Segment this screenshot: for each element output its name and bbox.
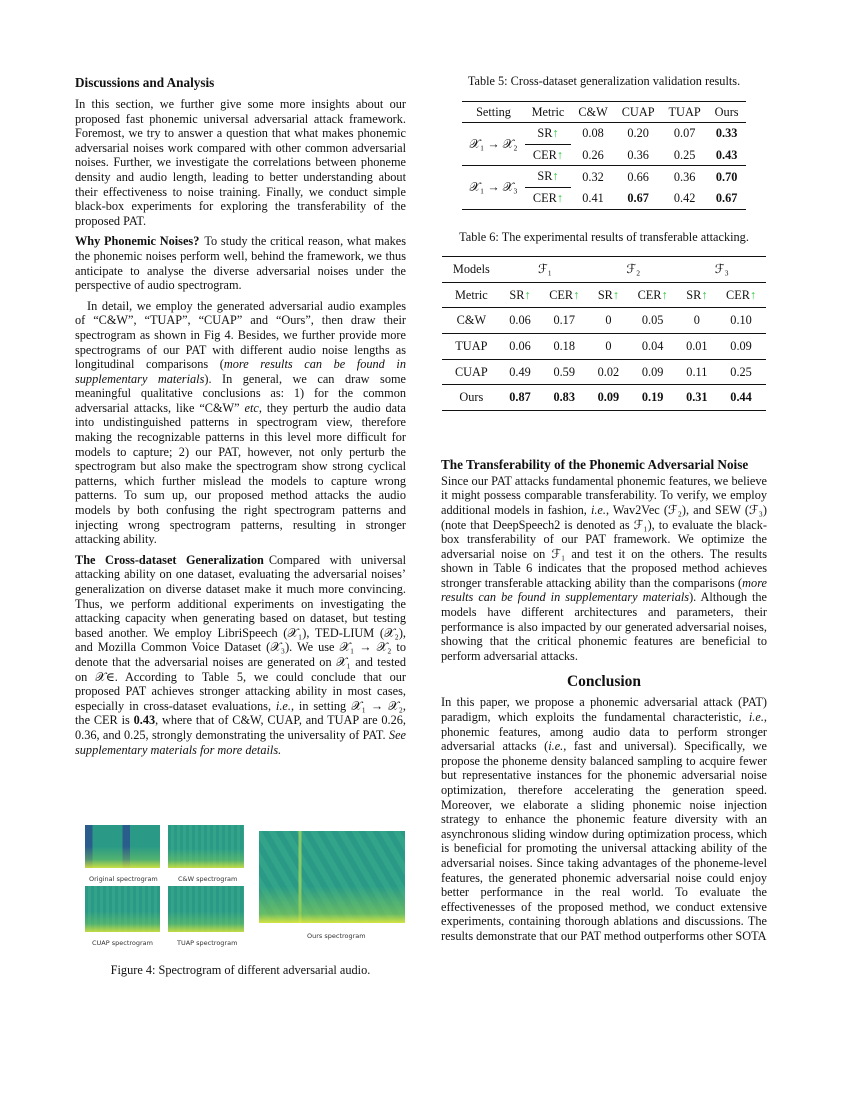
body-text: , fast and universal). Specifically, we propose the phoneme density balanced sampling to acquire fewer but representative instances for the phonemic adversarial noise optimization, therefore accelerating the generation speed. Moreover, we elaborate a sliding phonemic noise injection strategy to enhance the phonemic feature diversity with an asynchronous sliding window during optimization process, which is beneficial for promoting the universal attacking ability of the adversarial noises. Since taking advantages of the phoneme-level features, the generated phonemic adversarial noise could enjoy better performance in the real world. To evaluate the effectivenesses of the proposed method, we conduct extensive experiments, containing thorough ablations and discussions. The results demonstrate that our PAT method outperforms other SOTA bbox=[441, 739, 768, 943]
metric-label: CER bbox=[532, 190, 557, 205]
value-cell: 0.36 bbox=[627, 147, 649, 162]
up-arrow-icon: ↑ bbox=[552, 126, 559, 141]
table-6 bbox=[442, 256, 766, 411]
row-header: Models bbox=[442, 257, 501, 283]
value-cell: 0.06 bbox=[501, 333, 540, 359]
column-header: C&W bbox=[571, 101, 614, 123]
value-cell: 0.01 bbox=[678, 333, 717, 359]
why-phonemic-heading: Why Phonemic Noises? bbox=[75, 234, 200, 249]
italic-text: more results can be found in supplementary materials bbox=[75, 357, 406, 386]
metric-label: CER bbox=[726, 287, 750, 302]
body-text: , they perturb the audio data into undistinguished patterns in spectrogram view, therefore making the recognizable patterns in this level more difficult for models to capture; 2) our PAT, however, not only perturb the spectrogram but also make the spectrogram show strong cyclical patterns, which further mislead the models to capture wrong patterns. To sum up, our proposed method attacks the audio models by both confusing the right spectrogram patterns and injecting wrong spectrogram patterns, resulting in stronger attacking ability. bbox=[75, 400, 406, 547]
row-header: Metric bbox=[442, 282, 501, 308]
table-row bbox=[442, 308, 766, 334]
bold-text: 0.43 bbox=[133, 713, 156, 728]
italic-text: etc bbox=[244, 400, 259, 415]
metric-row bbox=[442, 282, 766, 308]
metric-cell bbox=[525, 166, 572, 188]
cross-dataset-text bbox=[75, 553, 406, 757]
value-cell: 0.09 bbox=[716, 333, 766, 359]
value-cell: 0.08 bbox=[582, 126, 604, 141]
section-heading-conclusion: Conclusion bbox=[566, 673, 642, 691]
value-cell: 0.67 bbox=[615, 187, 662, 209]
body-text: , in setting 𝒳₁ → 𝒳₂, the CER is bbox=[75, 698, 406, 728]
table-6-caption: Table 6: The experimental results of transferable attacking. bbox=[459, 229, 749, 244]
method-name: TUAP bbox=[442, 333, 501, 359]
cross-dataset-paragraph bbox=[75, 553, 406, 757]
metric-cell bbox=[539, 282, 589, 308]
value-cell: 0.07 bbox=[673, 126, 696, 141]
transferability-paragraph bbox=[441, 474, 767, 664]
value-cell: 0.25 bbox=[716, 359, 766, 385]
metric-cell bbox=[501, 282, 540, 308]
model-header: ℱ₂ bbox=[589, 257, 677, 283]
value-cell: 0.06 bbox=[501, 308, 540, 334]
why-phonemic-paragraph bbox=[75, 234, 406, 292]
models-row bbox=[442, 257, 766, 283]
body-text: , Wav2Vec (ℱ₂), and SEW (ℱ₃) (note that DeepSpeech2 is denoted as ℱ₁), to evaluate the black-box transferability of our PAT framework. We optimize the adversarial noise on ℱ₁ and test it on the others. The results shown in Table 6 indicates that the proposed method achieves stronger transferable attacking ability than the comparisons ( bbox=[441, 502, 767, 590]
value-cell: 0.04 bbox=[628, 333, 678, 359]
detail-paragraph bbox=[75, 299, 406, 547]
table-header-row bbox=[462, 101, 745, 123]
value-cell: 0.43 bbox=[715, 147, 738, 162]
metric-label: CER bbox=[637, 287, 662, 302]
metric-label: SR bbox=[509, 287, 525, 302]
value-cell: 0 bbox=[589, 333, 628, 359]
right-column bbox=[441, 74, 767, 950]
metric-label: SR bbox=[537, 169, 553, 184]
metric-label: SR bbox=[537, 126, 553, 141]
section-heading-discussions: Discussions and Analysis bbox=[75, 75, 215, 90]
model-header: ℱ₁ bbox=[501, 257, 589, 283]
figure-label: CUAP spectrogram bbox=[92, 939, 153, 948]
value-cell: 0.87 bbox=[501, 385, 540, 411]
metric-label: SR bbox=[597, 287, 613, 302]
italic-text: i.e. bbox=[548, 739, 564, 754]
table-row bbox=[462, 166, 745, 188]
table-row bbox=[462, 123, 745, 145]
italic-text: See supplementary materials for more details. bbox=[75, 727, 406, 757]
value-cell: 0.05 bbox=[628, 308, 678, 334]
value-cell: 0.32 bbox=[571, 166, 614, 188]
metric-label: CER bbox=[549, 287, 574, 302]
value-cell: 0.59 bbox=[539, 359, 589, 385]
value-cell: 0 bbox=[678, 308, 717, 334]
metric-cell bbox=[628, 282, 678, 308]
value-cell: 0.33 bbox=[715, 126, 738, 141]
section-heading-transferability: The Transferability of the Phonemic Adversarial Noise bbox=[441, 456, 749, 472]
value-cell: 0.19 bbox=[628, 385, 678, 411]
up-arrow-icon: ↑ bbox=[749, 287, 757, 302]
body-text: In detail, we employ the generated adversarial audio examples of “C&W”, “TUAP”, “CUAP” and “Ours”, then draw their spectrogram as shown in Fig 4. Besides, we further provide more spectrograms of our PAT with different audio noise lengths as longitudinal comparisons ( bbox=[75, 298, 406, 372]
value-cell: 0.20 bbox=[627, 126, 649, 141]
column-header: Ours bbox=[708, 101, 746, 123]
intro-paragraph bbox=[75, 97, 406, 228]
tuap-spectrogram-image bbox=[168, 886, 244, 932]
column-header: Metric bbox=[525, 101, 572, 123]
value-cell: 0.09 bbox=[628, 359, 678, 385]
value-cell: 0.02 bbox=[589, 359, 628, 385]
body-text: In this section, we further give some more insights about our proposed fast phonemic universal adversarial attack framework. Foremost, we try to answer a question that what makes phonemic adversarial noises work compared with other common adversarial noises. Further, we investigate the correlations between phoneme density and audio length, leading to better understanding about their effectiveness to noise training. Finally, we conduct simple black-box experiments for exploring the transferability of the proposed PAT. bbox=[75, 97, 406, 228]
italic-text: i.e. bbox=[748, 710, 764, 725]
body-text: Compared with universal attacking ability on one dataset, evaluating the adversarial noises’ generalization on diverse dataset make it much more convincing. Thus, we perform additional experiments on investigating the attacking capacity when generating based on dataset, but testing based another. We employ LibriSpeech (𝒳₁), TED-LIUM (𝒳₂), and Mozilla Common Voice Dataset (𝒳₃). We use 𝒳₁ → 𝒳₂ to denote that the adversarial noises are generated on 𝒳₁ and tested on 𝒳∈. According to Table 5, we could conclude that our proposed PAT achieves stronger attacking ability in most cases, especially in cross-dataset evaluations, bbox=[75, 552, 407, 713]
body-text: In this paper, we propose a phonemic adversarial attack (PAT) paradigm, which exploits the fundamental characteristic, bbox=[441, 695, 767, 725]
value-cell: 0.42 bbox=[662, 187, 708, 209]
value-cell: 0.17 bbox=[539, 308, 589, 334]
metric-cell bbox=[525, 187, 572, 209]
setting-cell: 𝒳₁ → 𝒳₂ bbox=[469, 136, 518, 151]
table-row bbox=[442, 333, 766, 359]
value-cell: 0.83 bbox=[539, 385, 589, 411]
model-header: ℱ₃ bbox=[678, 257, 766, 283]
up-arrow-icon: ↑ bbox=[556, 147, 563, 162]
figure-4 bbox=[75, 825, 406, 955]
value-cell: 0.25 bbox=[673, 147, 696, 162]
body-text: , phonemic features, among audio data to perform stronger adversarial attacks ( bbox=[441, 710, 767, 754]
italic-text: i.e. bbox=[275, 698, 291, 713]
metric-cell bbox=[716, 282, 766, 308]
metric-cell bbox=[525, 144, 572, 166]
up-arrow-icon: ↑ bbox=[524, 287, 531, 302]
ours-spectrogram-image bbox=[259, 831, 405, 923]
value-cell: 0.67 bbox=[708, 187, 746, 209]
cw-spectrogram-image bbox=[168, 825, 244, 868]
column-header: CUAP bbox=[615, 101, 662, 123]
value-cell: 0.09 bbox=[589, 385, 628, 411]
method-name: Ours bbox=[442, 385, 501, 411]
cuap-spectrogram-image bbox=[85, 886, 160, 932]
value-cell: 0.31 bbox=[678, 385, 717, 411]
up-arrow-icon: ↑ bbox=[612, 287, 620, 302]
value-cell: 0.49 bbox=[501, 359, 540, 385]
body-text: , where that of C&W, CUAP, and TUAP are 0.26, 0.36, and 0.25, strongly demonstrating the universality of PAT. bbox=[75, 713, 406, 742]
body-text: To study the critical reason, what makes the phonemic noises perform well, behind the framework, we thus anticipate to analyse the diverse adversarial noises under the perspective of audio spectrogram. bbox=[75, 234, 406, 293]
method-name: CUAP bbox=[442, 359, 501, 385]
left-column bbox=[75, 74, 406, 978]
figure-label: Original spectrogram bbox=[89, 875, 158, 884]
value-cell: 0.41 bbox=[571, 187, 614, 209]
metric-cell bbox=[525, 123, 572, 145]
metric-cell bbox=[589, 282, 628, 308]
original-spectrogram-image bbox=[85, 825, 160, 868]
up-arrow-icon: ↑ bbox=[701, 287, 708, 302]
method-name: C&W bbox=[442, 308, 501, 334]
value-cell: 0.10 bbox=[716, 308, 766, 334]
table-row bbox=[442, 359, 766, 385]
conclusion-paragraph bbox=[441, 695, 767, 943]
value-cell: 0.18 bbox=[539, 333, 589, 359]
metric-cell bbox=[678, 282, 717, 308]
figure-label: C&W spectrogram bbox=[178, 875, 238, 884]
value-cell: 0.36 bbox=[662, 166, 708, 188]
value-cell: 0 bbox=[589, 308, 628, 334]
value-cell: 0.26 bbox=[582, 147, 604, 162]
italic-text: i.e. bbox=[590, 502, 606, 517]
value-cell: 0.70 bbox=[708, 166, 746, 188]
up-arrow-icon: ↑ bbox=[552, 169, 559, 184]
metric-label: CER bbox=[532, 147, 557, 162]
up-arrow-icon: ↑ bbox=[573, 287, 580, 302]
body-text: ). Although the models have different architectures and parameters, their performance is also impacted by our generated adversarial noises, showing that the critical phonemic features are beneficial to perform adversarial attacks. bbox=[441, 590, 768, 663]
table-row bbox=[442, 385, 766, 411]
setting-cell: 𝒳₁ → 𝒳₃ bbox=[462, 166, 524, 209]
body-text: Since our PAT attacks fundamental phonemic features, we believe it might possess comparable transferability. To verify, we employ additional models in fashion, bbox=[441, 473, 767, 517]
figure-label: TUAP spectrogram bbox=[177, 939, 238, 948]
value-cell: 0.11 bbox=[678, 359, 717, 385]
up-arrow-icon: ↑ bbox=[556, 190, 563, 205]
figure-4-caption: Figure 4: Spectrogram of different adversarial audio. bbox=[110, 963, 371, 978]
table-5 bbox=[462, 101, 745, 210]
column-header: TUAP bbox=[662, 101, 708, 123]
body-text: ). In general, we can draw some meaningful qualitative conclusions as: 1) for the common adversarial attacks, like “C&W” bbox=[75, 371, 406, 415]
italic-text: more results can be found in supplementary materials bbox=[441, 575, 767, 605]
up-arrow-icon: ↑ bbox=[661, 287, 668, 302]
value-cell: 0.44 bbox=[716, 385, 766, 411]
metric-label: SR bbox=[686, 287, 702, 302]
cross-dataset-heading: The Cross-dataset Generalization bbox=[75, 552, 264, 567]
value-cell: 0.66 bbox=[615, 166, 662, 188]
table-5-caption: Table 5: Cross-dataset generalization validation results. bbox=[467, 74, 741, 88]
column-header: Setting bbox=[462, 101, 524, 123]
figure-label: Ours spectrogram bbox=[307, 932, 366, 941]
